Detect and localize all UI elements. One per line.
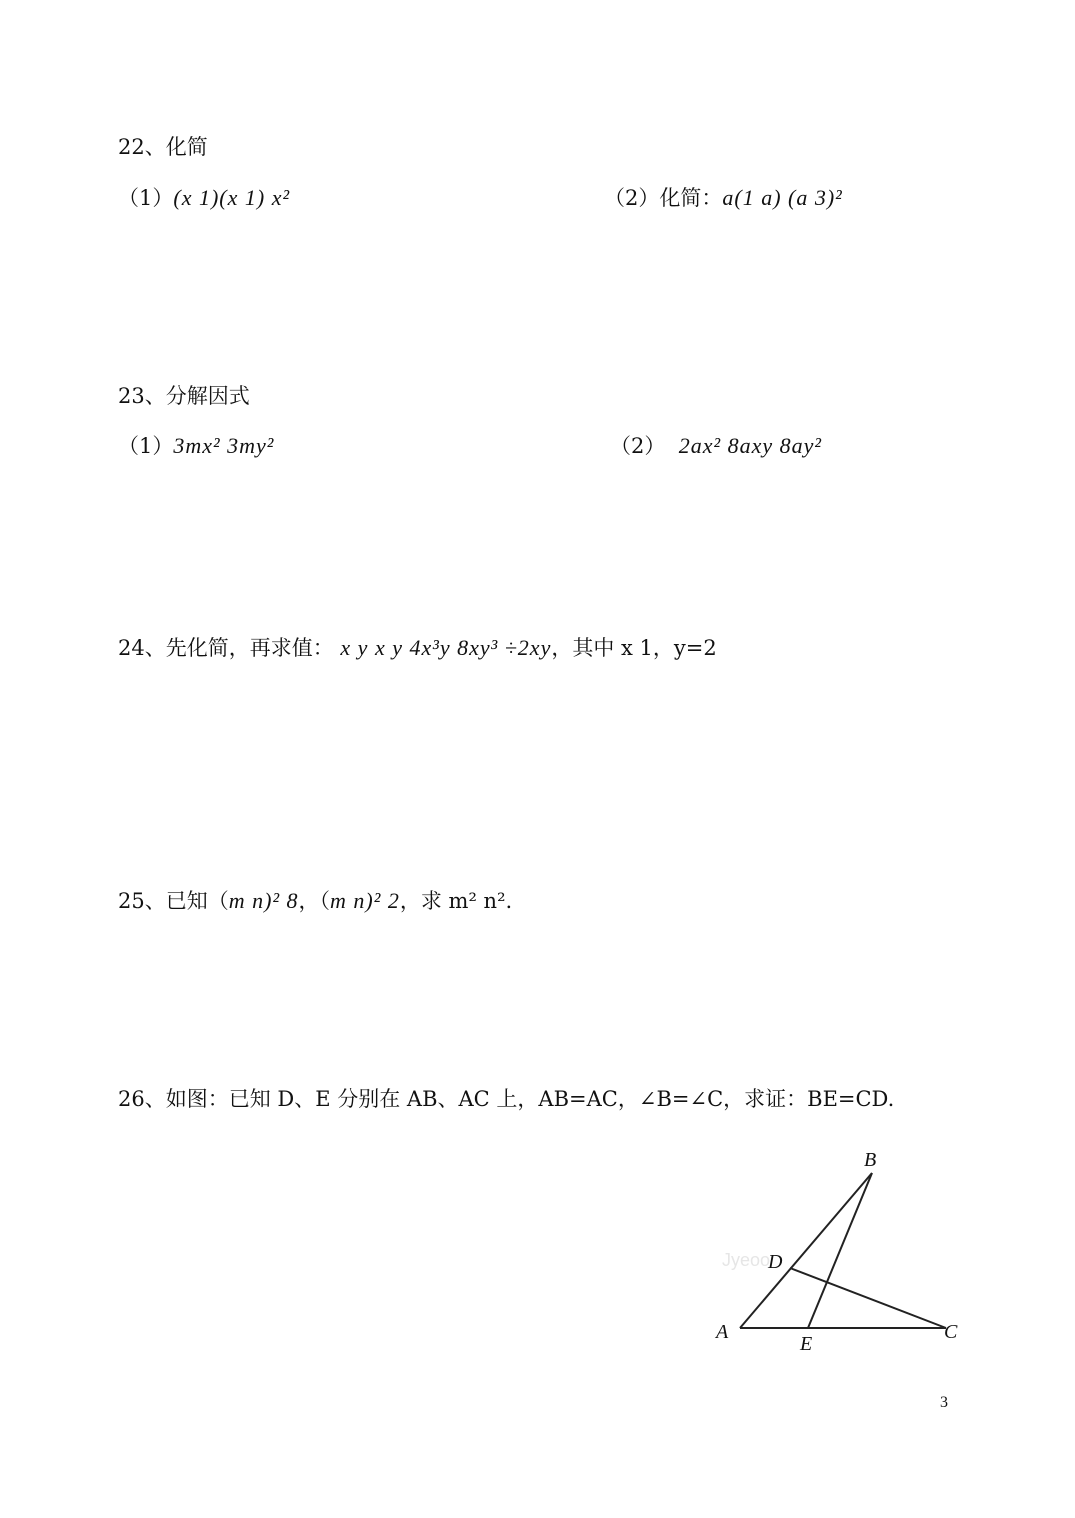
figure-watermark: Jyeoo	[722, 1250, 771, 1270]
q25-mid: ，（	[298, 889, 331, 913]
q24-expr: x y x y 4x³y 8xy³ ÷2xy	[340, 635, 552, 660]
q22-part1	[118, 184, 290, 212]
q24-condition: ，其中 x 1，y=2	[551, 636, 717, 660]
label-B: B	[864, 1149, 877, 1171]
q26-text: 26、如图：已知 D、E 分别在 AB、AC 上，AB=AC，∠B=∠C，求证：BE=CD.	[118, 1087, 895, 1111]
segment-CD	[790, 1268, 946, 1328]
triangle-figure	[700, 1140, 980, 1360]
q22-part2-label: （2）化简：	[604, 186, 723, 210]
q23-part2-label: （2）	[610, 434, 666, 458]
q22-part2	[604, 184, 843, 212]
q25-expr1: m n)² 8	[228, 888, 299, 913]
q23-part2-expr: 2ax² 8axy 8ay²	[678, 433, 822, 458]
q23-part1-expr: 3mx² 3my²	[173, 433, 275, 458]
q23-part1	[118, 432, 274, 460]
q22-title: 22、化简	[118, 135, 208, 159]
segment-BE	[808, 1173, 872, 1328]
label-C: C	[944, 1321, 958, 1343]
q25-expr2: m n)² 2	[330, 888, 400, 913]
q25-lead: 25、已知（	[118, 889, 229, 913]
q23-title: 23、分解因式	[118, 384, 250, 408]
label-A: A	[716, 1321, 729, 1343]
q25	[118, 887, 512, 915]
page-number: 3	[940, 1394, 948, 1411]
q22-part1-expr: (x 1)(x 1) x²	[173, 185, 291, 210]
q22-part2-expr: a(1 a) (a 3)²	[722, 185, 843, 210]
label-D: D	[768, 1251, 783, 1273]
q23-part1-label: （1）	[118, 434, 174, 458]
q22-part1-label: （1）	[118, 186, 174, 210]
q24	[118, 634, 717, 662]
q23-part2	[610, 432, 822, 460]
q25-tail: ，求 m² n².	[399, 889, 513, 913]
q24-lead: 24、先化简，再求值：	[118, 636, 334, 660]
label-E: E	[800, 1333, 813, 1355]
